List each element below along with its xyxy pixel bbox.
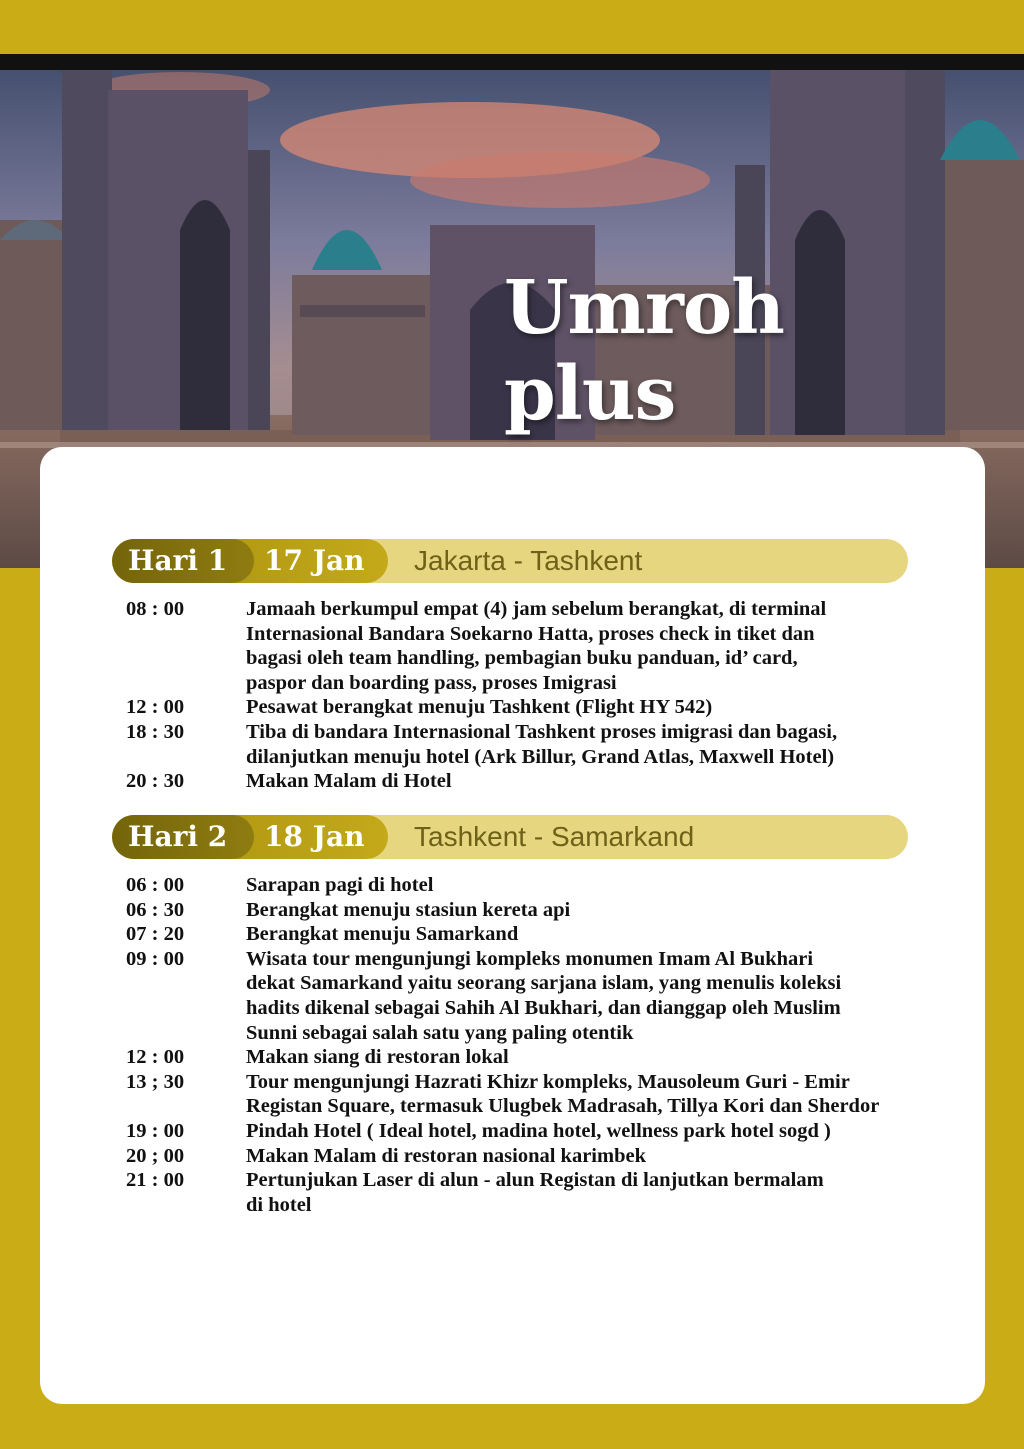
schedule-time: 19 : 00 [126,1119,185,1142]
day-1-route: Jakarta - Tashkent [414,545,643,576]
schedule-row [126,720,976,769]
schedule-desc: Tiba di bandara Internasional Tashkent proses imigrasi dan bagasi, dilanjutkan menuju hotel (Ark Billur, Grand Atlas, Maxwell Hotel) [246,720,838,768]
schedule-desc: Pertunjukan Laser di alun - alun Registan di lanjutkan bermalam di hotel [246,1169,824,1216]
day-2-header [112,815,908,859]
schedule-row [126,1119,976,1144]
schedule-row [126,947,976,1045]
schedule-time: 13 ; 30 [126,1070,185,1093]
schedule-time: 20 : 30 [126,770,185,793]
schedule-row [126,873,976,898]
day-1-date: 17 Jan [230,539,388,583]
black-stripe [0,54,1024,70]
schedule-row [126,922,976,947]
schedule-time: 21 : 00 [126,1169,185,1192]
schedule-time: 07 : 20 [126,923,185,946]
day-1-label: Hari 1 [112,539,254,583]
schedule-desc: Makan Malam di Hotel [246,770,452,793]
hero-title-line-1: Umroh plus [504,265,784,437]
schedule-row [126,1070,976,1119]
schedule-row [126,1168,976,1217]
schedule-time: 09 : 00 [126,947,185,970]
schedule-desc: Pesawat berangkat menuju Tashkent (Flight HY 542) [246,696,713,719]
day-2-schedule [126,873,976,1217]
schedule-desc: Makan siang di restoran lokal [246,1046,509,1069]
schedule-row [126,597,976,695]
schedule-row [126,769,976,794]
day-2-date: 18 Jan [230,815,388,859]
schedule-row [126,695,976,720]
schedule-time: 06 : 30 [126,898,185,921]
day-1-schedule [126,597,976,794]
schedule-time: 12 : 00 [126,696,185,719]
schedule-desc: Makan Malam di restoran nasional karimbek [246,1144,646,1167]
schedule-desc: Pindah Hotel ( Ideal hotel, madina hotel, wellness park hotel sogd ) [246,1119,831,1142]
schedule-row [126,1045,976,1070]
top-accent-band [0,0,1024,54]
schedule-desc: Berangkat menuju stasiun kereta api [246,898,571,921]
schedule-time: 06 : 00 [126,874,185,896]
schedule-desc: Jamaah berkumpul empat (4) jam sebelum berangkat, di terminal Internasional Bandara Soekarno Hatta, proses check in tiket dan bagasi oleh team handling, pembagian buku panduan, id’ card, paspor dan boarding pass, proses Imigrasi [246,598,827,694]
day-1-header [112,539,908,583]
schedule-time: 18 : 30 [126,720,185,743]
schedule-desc: Wisata tour mengunjungi kompleks monumen Imam Al Bukhari dekat Samarkand yaitu seorang sarjana islam, yang menulis koleksi hadits dikenal sebagai Sahih Al Bukhari, dan dianggap oleh Muslim Sunni sebagai salah satu yang paling otentik [246,947,842,1044]
schedule-desc: Sarapan pagi di hotel [246,874,434,896]
schedule-desc: Berangkat menuju Samarkand [246,923,519,946]
schedule-time: 12 : 00 [126,1046,185,1069]
schedule-row [126,1144,976,1169]
day-2-route: Tashkent - Samarkand [414,821,695,852]
schedule-row [126,898,976,923]
schedule-time: 08 : 00 [126,598,185,620]
schedule-time: 20 ; 00 [126,1144,185,1167]
day-2-label: Hari 2 [112,815,254,859]
schedule-desc: Tour mengunjungi Hazrati Khizr kompleks, Mausoleum Guri - Emir Registan Square, termasuk Ulugbek Madrasah, Tillya Kori dan Sherdor [246,1070,880,1118]
